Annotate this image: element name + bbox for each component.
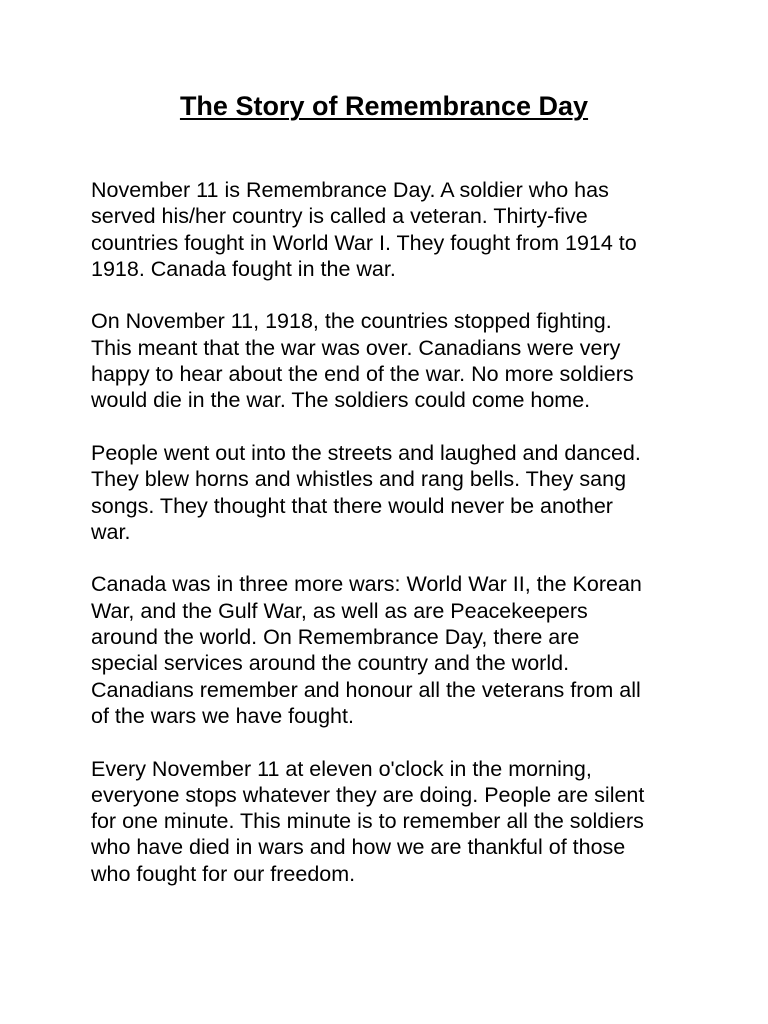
paragraph-2: On November 11, 1918, the countries stopped fighting. This meant that the war was over. Canadians were very happy to hear about the end of the war. No more soldiers would die in the war. The soldiers could come home. xyxy=(91,309,634,413)
paragraph-1: November 11 is Remembrance Day. A soldier who has served his/her country is called a veteran. Thirty-five countries fought in World War I. They fought from 1914 to 1918. Canada fought in the war. xyxy=(91,178,637,281)
paragraph-4: Canada was in three more wars: World War II, the Korean War, and the Gulf War, as well as are Peacekeepers around the world. On Remembrance Day, there are special services around the country and the world. Canadians remember and honour all the veterans from all of the wars we have fought. xyxy=(91,572,642,728)
document-body xyxy=(91,177,691,913)
paragraph-5: Every November 11 at eleven o'clock in the morning, everyone stops whatever they are doing. People are silent for one minute. This minute is to remember all the soldiers who have died in wars and how we are thankful of those who fought for our freedom. xyxy=(91,756,645,886)
paragraph-3: People went out into the streets and laughed and danced. They blew horns and whistles and rang bells. They sang songs. They thought that there would never be another war. xyxy=(91,440,641,544)
document-title: The Story of Remembrance Day xyxy=(179,91,589,121)
